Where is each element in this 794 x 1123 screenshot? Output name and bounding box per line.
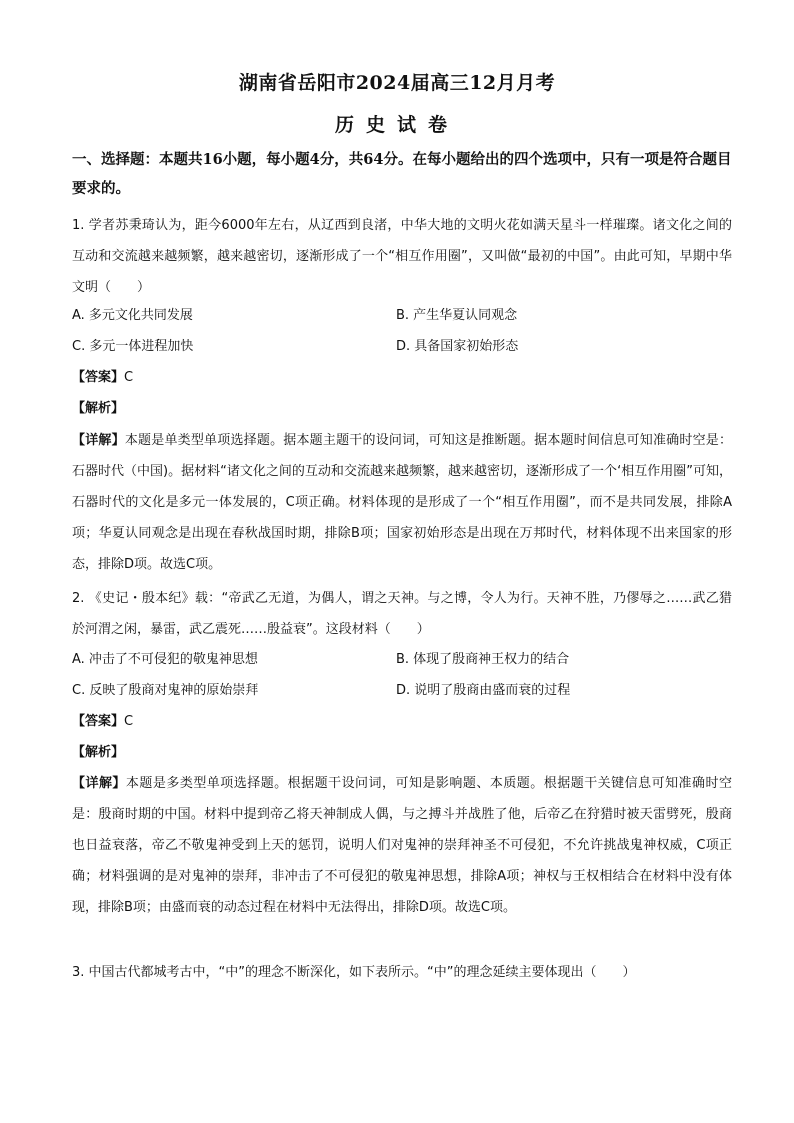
exam-subject-title: 历史试卷	[334, 114, 459, 136]
q2-answer	[72, 712, 133, 732]
answer-label: 【答案】	[72, 370, 125, 385]
detail-label: 【详解】	[72, 433, 125, 448]
q1-answer	[72, 368, 133, 388]
q2-analysis-label	[72, 743, 124, 763]
question-3-stem: 3. 中国古代都城考古中，“中”的理念不断深化，如下表所示。“中”的理念延续主要体现出（ ）	[72, 965, 636, 980]
detail-text: 本题是单类型单项选择题。据本题主题干的设问词，可知这是推断题。据本题时间信息可知准确时空是：石器时代（中国)。据材料“诸文化之间的互动和交流越来越频繁，越来越密切，逐渐形成了一个‘相互作用圈”可知，石器时代的文化是多元一体发展的，C项正确。材料体现的是形成了一个“相互作用圈”，而不是共同发展，排除A项；华夏认同观念是出现在春秋战国时期，排除B项；国家初始形态是出现在万邦时代，材料体现不出来国家的形态，排除D项。故选C项。	[72, 433, 732, 572]
q2-option-c: C. 反映了殷商对鬼神的原始崇拜	[72, 683, 259, 698]
q1-option-b: B. 产生华夏认同观念	[396, 308, 518, 323]
q1-analysis-label	[72, 399, 124, 419]
answer-value: C	[124, 370, 134, 385]
q2-option-a: A. 冲击了不可侵犯的敬鬼神思想	[72, 652, 258, 667]
analysis-label: 【解析】	[72, 745, 125, 760]
exam-title: 湖南省岳阳市2024届高三12月月考	[238, 72, 556, 94]
q1-option-a: A. 多元文化共同发展	[72, 308, 193, 323]
q2-option-d: D. 说明了殷商由盛而衰的过程	[396, 683, 571, 698]
detail-text: 本题是多类型单项选择题。根据题干设问词，可知是影响题、本质题。根据题干关键信息可知准确时空是：殷商时期的中国。材料中提到帝乙将天神制成人偶，与之搏斗并战胜了他，后帝乙在狩猎时被天雷劈死，殷商也日益衰落，帝乙不敬鬼神受到上天的惩罚，说明人们对鬼神的崇拜神圣不可侵犯，不允许挑战鬼神权威，C项正确；材料强调的是对鬼神的崇拜，非冲击了不可侵犯的敬鬼神思想，排除A项；神权与王权相结合在材料中没有体现，排除B项；由盛而衰的动态过程在材料中无法得出，排除D项。故选C项。	[72, 776, 732, 915]
question-2-stem: 2. 《史记・殷本纪》载：“帝武乙无道，为偶人，谓之天神。与之博，令人为行。天神不胜，乃僇辱之……武乙猎於河渭之闲，暴雷，武乙震死……殷益衰”。这段材料（ ）	[72, 591, 732, 637]
q2-option-b: B. 体现了殷商神王权力的结合	[396, 652, 570, 667]
q1-detail	[72, 425, 732, 580]
section-heading: 一、选择题：本题共16小题，每小题4分，共64分。在每小题给出的四个选项中，只有一项是符合题目要求的。	[72, 151, 732, 197]
q1-option-d: D. 具备国家初始形态	[396, 339, 519, 354]
detail-label: 【详解】	[72, 776, 126, 791]
question-1-stem: 1. 学者苏秉琦认为，距今6000年左右，从辽西到良渚，中华大地的文明火花如满天星斗一样璀璨。诸文化之间的互动和交流越来越频繁，越来越密切，逐渐形成了一个“相互作用圈”，又叫做“最初的中国”。由此可知，早期中华文明（ ）	[72, 218, 732, 295]
analysis-label: 【解析】	[72, 401, 125, 416]
answer-value: C	[124, 714, 134, 729]
q2-detail	[72, 768, 732, 923]
answer-label: 【答案】	[72, 714, 125, 729]
q1-option-c: C. 多元一体进程加快	[72, 339, 194, 354]
